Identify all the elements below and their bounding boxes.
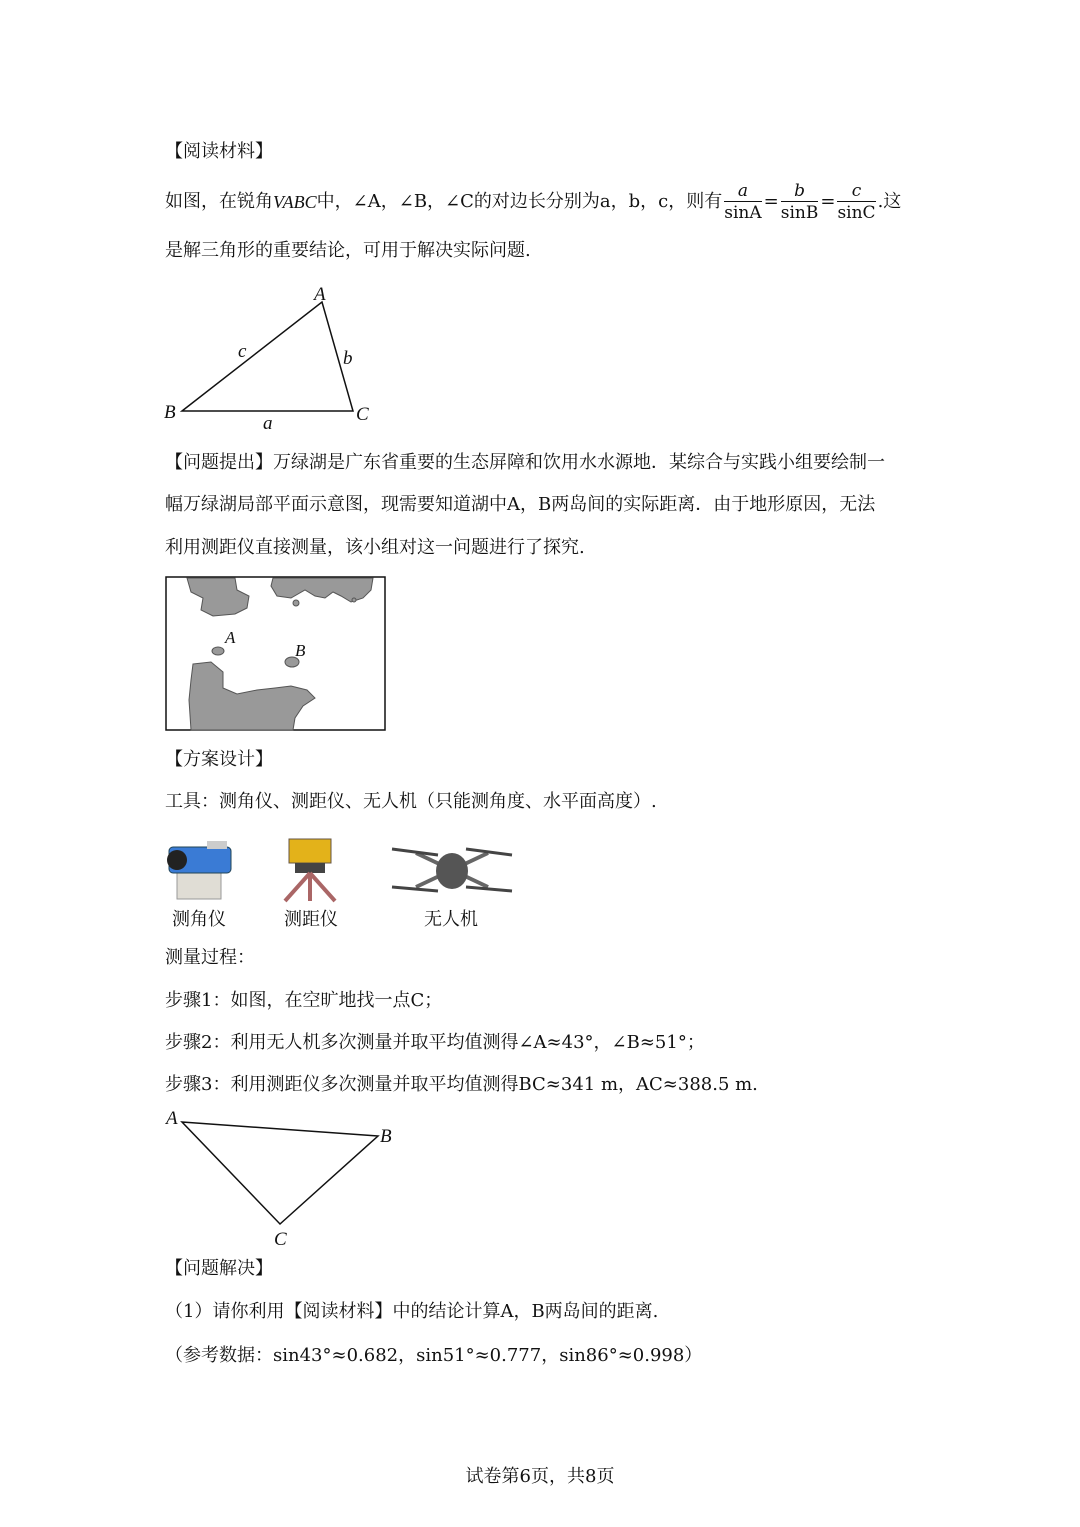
propeller-3	[392, 887, 438, 891]
question-1: （1）请你利用【阅读材料】中的结论计算A，B两岛间的距离.	[165, 1301, 659, 1322]
drone-image	[388, 835, 516, 905]
vertex2-label-c: C	[274, 1229, 287, 1250]
propeller-1	[392, 849, 438, 855]
tool-label-drone: 无人机	[424, 909, 478, 930]
vertex-label-b: B	[164, 402, 176, 423]
reading-paragraph-line2: 是解三角形的重要结论，可用于解决实际问题.	[165, 240, 531, 261]
theodolite-base	[177, 873, 221, 899]
fraction-b	[781, 181, 819, 224]
island-a	[212, 647, 224, 655]
tool-label-theodolite: 测角仪	[172, 909, 226, 930]
reading-paragraph-line1	[165, 176, 901, 228]
tripod-leg-right	[310, 873, 335, 901]
fraction-c-den: sinC	[837, 202, 876, 223]
rangefinder-body	[289, 839, 331, 863]
reading-heading: 【阅读材料】	[165, 141, 273, 162]
side-label-a: a	[263, 413, 273, 434]
map-label-a: A	[225, 628, 236, 647]
solve-heading: 【问题解决】	[165, 1258, 273, 1279]
vertex2-label-b: B	[380, 1126, 392, 1147]
fraction-c-num: c	[837, 181, 875, 202]
process-heading: 测量过程：	[165, 947, 255, 968]
small-islet-2	[352, 598, 356, 602]
fraction-a-num: a	[724, 181, 761, 202]
vertex-label-c: C	[356, 404, 369, 425]
fraction-b-den: sinB	[780, 202, 819, 223]
triangle-shape-2	[182, 1122, 378, 1224]
problem-line3: 利用测距仪直接测量，该小组对这一问题进行了探究.	[165, 537, 585, 558]
triangle-diagram-measurement	[160, 1102, 410, 1252]
step-2: 步骤2：利用无人机多次测量并取平均值测得∠A≈43°，∠B≈51°；	[165, 1032, 705, 1053]
propeller-4	[466, 887, 512, 891]
problem-line1: 【问题提出】万绿湖是广东省重要的生态屏障和饮用水水源地．某综合与实践小组要绘制一	[165, 452, 885, 473]
equals-sign-1: =	[763, 191, 779, 212]
fraction-b-num: b	[781, 181, 819, 202]
fraction-c	[837, 181, 875, 224]
fraction-a-den: sinA	[724, 202, 762, 223]
map-label-b: B	[295, 641, 306, 660]
rangefinder-mount	[295, 863, 325, 873]
side-label-b: b	[343, 348, 353, 369]
step-1: 步骤1：如图，在空旷地找一点C；	[165, 990, 443, 1011]
reading-text-b: 中，∠A，∠B，∠C的对边长分别为a，b，c，则有	[316, 191, 723, 212]
page-footer: 试卷第6页，共8页	[465, 1466, 615, 1487]
rangefinder-image	[275, 833, 345, 903]
step-3: 步骤3：利用测距仪多次测量并取平均值测得BC≈341 m，AC≈388.5 m.	[165, 1074, 758, 1095]
side-label-c: c	[238, 341, 247, 362]
theodolite-handle	[207, 841, 227, 849]
reference-data: （参考数据：sin43°≈0.682，sin51°≈0.777，sin86°≈0.998）	[165, 1345, 703, 1366]
tool-label-rangefinder: 测距仪	[284, 909, 338, 930]
equals-sign-2: =	[820, 191, 836, 212]
theodolite-lens	[167, 850, 187, 870]
lake-map	[165, 576, 387, 732]
vertex-label-a: A	[314, 284, 326, 305]
theodolite-image	[163, 833, 243, 903]
small-islet-1	[293, 600, 299, 606]
reading-text-end: .这	[877, 191, 902, 212]
vertex2-label-a: A	[166, 1108, 178, 1129]
tripod-leg-left	[285, 873, 310, 901]
triangle-name: VABC	[273, 192, 317, 212]
fraction-a	[724, 181, 761, 224]
reading-text-a: 如图，在锐角	[165, 191, 273, 212]
design-heading: 【方案设计】	[165, 749, 273, 770]
problem-line2: 幅万绿湖局部平面示意图，现需要知道湖中A，B两岛间的实际距离．由于地形原因，无法	[165, 494, 876, 515]
propeller-2	[466, 849, 512, 855]
tools-line: 工具：测角仪、测距仪、无人机（只能测角度、水平面高度）.	[165, 791, 657, 812]
triangle-shape	[182, 302, 353, 411]
drone-body	[436, 853, 468, 889]
triangle-diagram-abc	[160, 280, 390, 435]
